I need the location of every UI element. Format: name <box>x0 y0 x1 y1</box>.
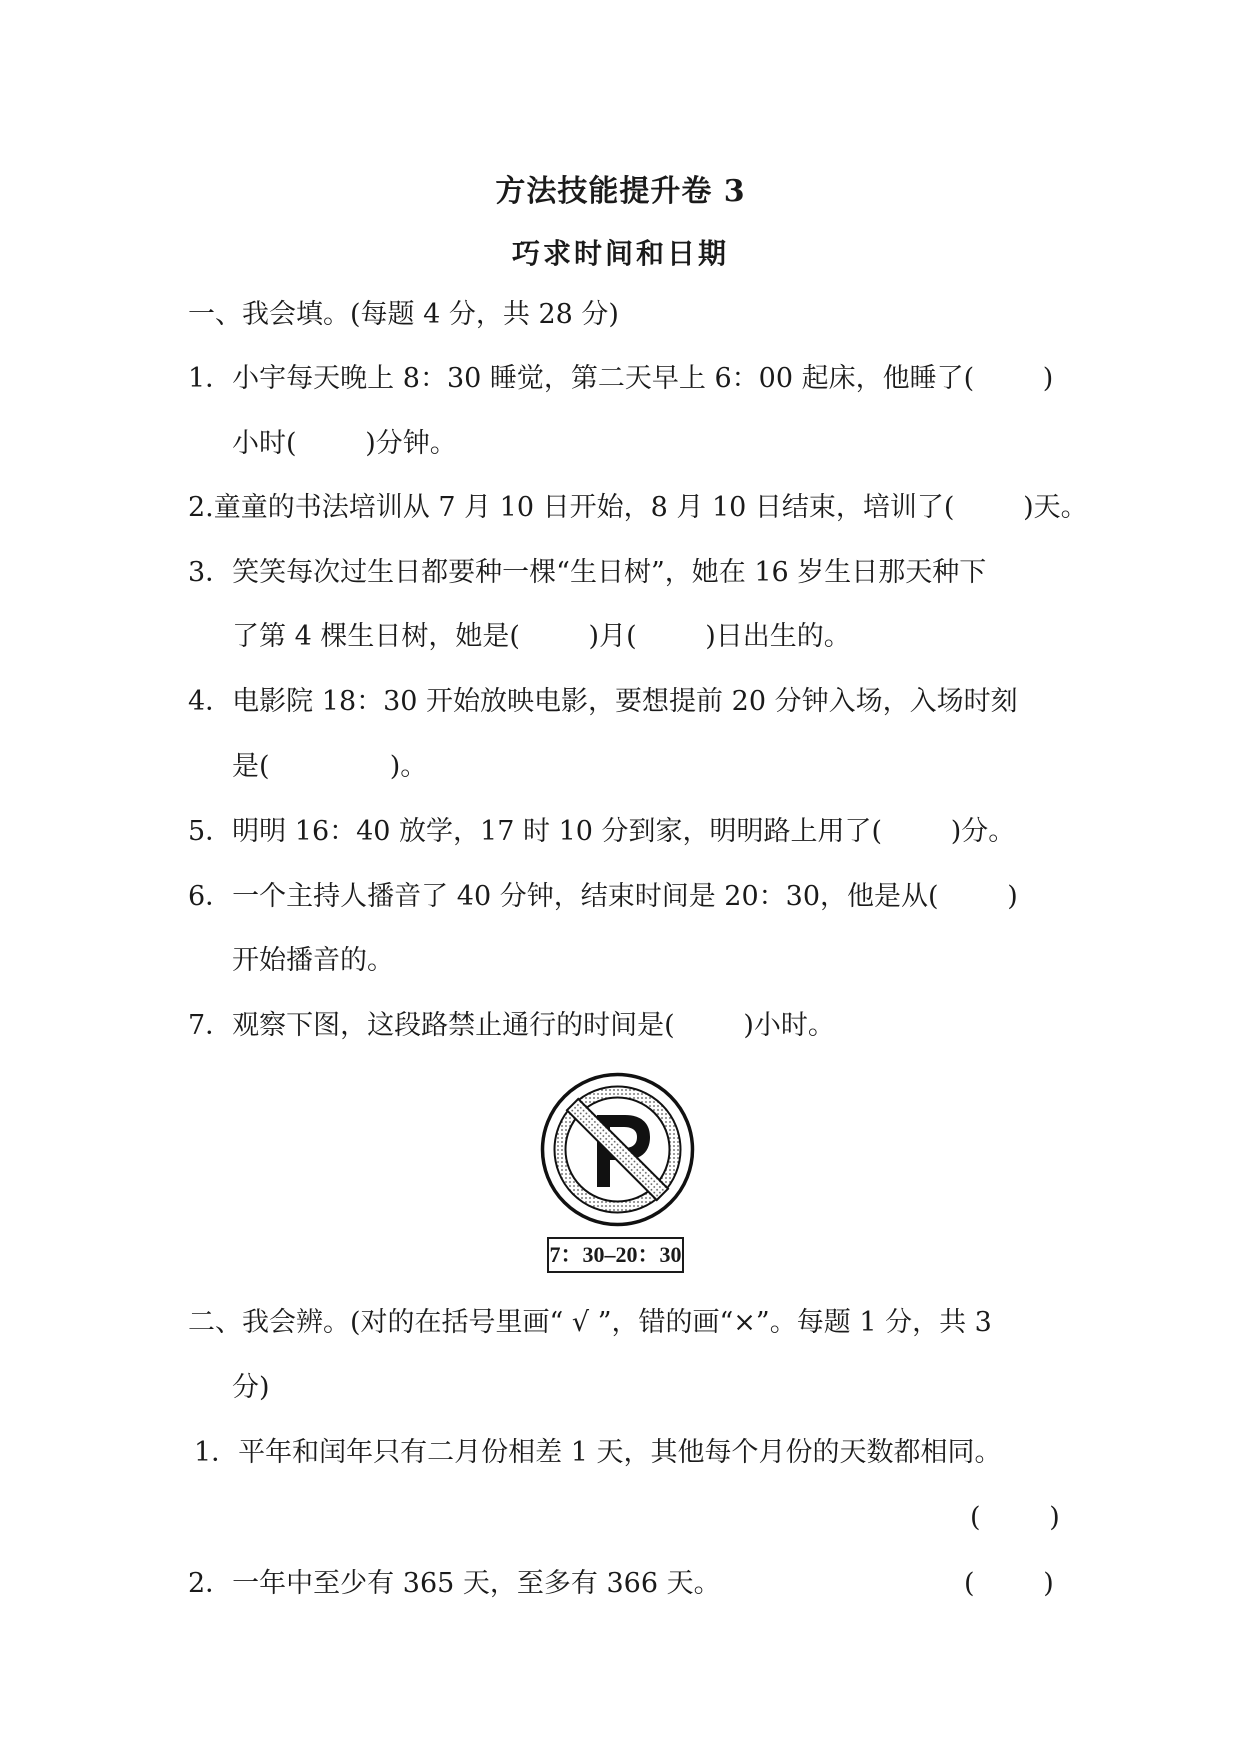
judge-question-1-answer-parens: ( ) <box>970 1502 1060 1533</box>
page-title: 方法技能提升卷 3 <box>495 174 746 209</box>
judge-question-1-line-1: 1．平年和闰年只有二月份相差 1 天，其他每个月份的天数都相同。 <box>194 1437 1002 1468</box>
question-1-line-2: 小时( )分钟。 <box>232 428 457 459</box>
section-2-heading-line-2: 分) <box>232 1372 270 1403</box>
judge-question-2-answer-parens: ( ) <box>964 1568 1054 1599</box>
question-5-line-1: 5．明明 16：40 放学，17 时 10 分到家，明明路上用了( )分。 <box>188 816 1016 847</box>
question-4-line-2: 是( )。 <box>232 751 428 782</box>
page-subtitle: 巧求时间和日期 <box>511 237 729 270</box>
question-1-line-1: 1．小宇每天晚上 8：30 睡觉，第二天早上 6：00 起床，他睡了( ) <box>188 363 1054 394</box>
judge-question-2-line-1: 2．一年中至少有 365 天，至多有 366 天。 <box>188 1568 721 1599</box>
question-6-line-1: 6．一个主持人播音了 40 分钟，结束时间是 20：30，他是从( ) <box>188 881 1018 912</box>
section-1-heading: 一、我会填。(每题 4 分，共 28 分) <box>188 299 619 330</box>
question-6-line-2: 开始播音的。 <box>232 945 394 976</box>
no-parking-time-caption: 7：30–20：30 <box>547 1237 684 1273</box>
no-parking-sign-icon <box>540 1072 695 1227</box>
question-4-line-1: 4．电影院 18：30 开始放映电影，要想提前 20 分钟入场，入场时刻 <box>188 686 1018 717</box>
question-3-line-2: 了第 4 棵生日树，她是( )月( )日出生的。 <box>232 621 851 652</box>
question-2-line-1: 2.童童的书法培训从 7 月 10 日开始，8 月 10 日结束，培训了( )天。 <box>188 492 1088 523</box>
section-2-heading-line-1: 二、我会辨。(对的在括号里画“ √ ”，错的画“×”。每题 1 分，共 3 <box>188 1307 992 1338</box>
question-7-line-1: 7．观察下图，这段路禁止通行的时间是( )小时。 <box>188 1010 835 1041</box>
question-3-line-1: 3．笑笑每次过生日都要种一棵“生日树”，她在 16 岁生日那天种下 <box>188 557 987 588</box>
